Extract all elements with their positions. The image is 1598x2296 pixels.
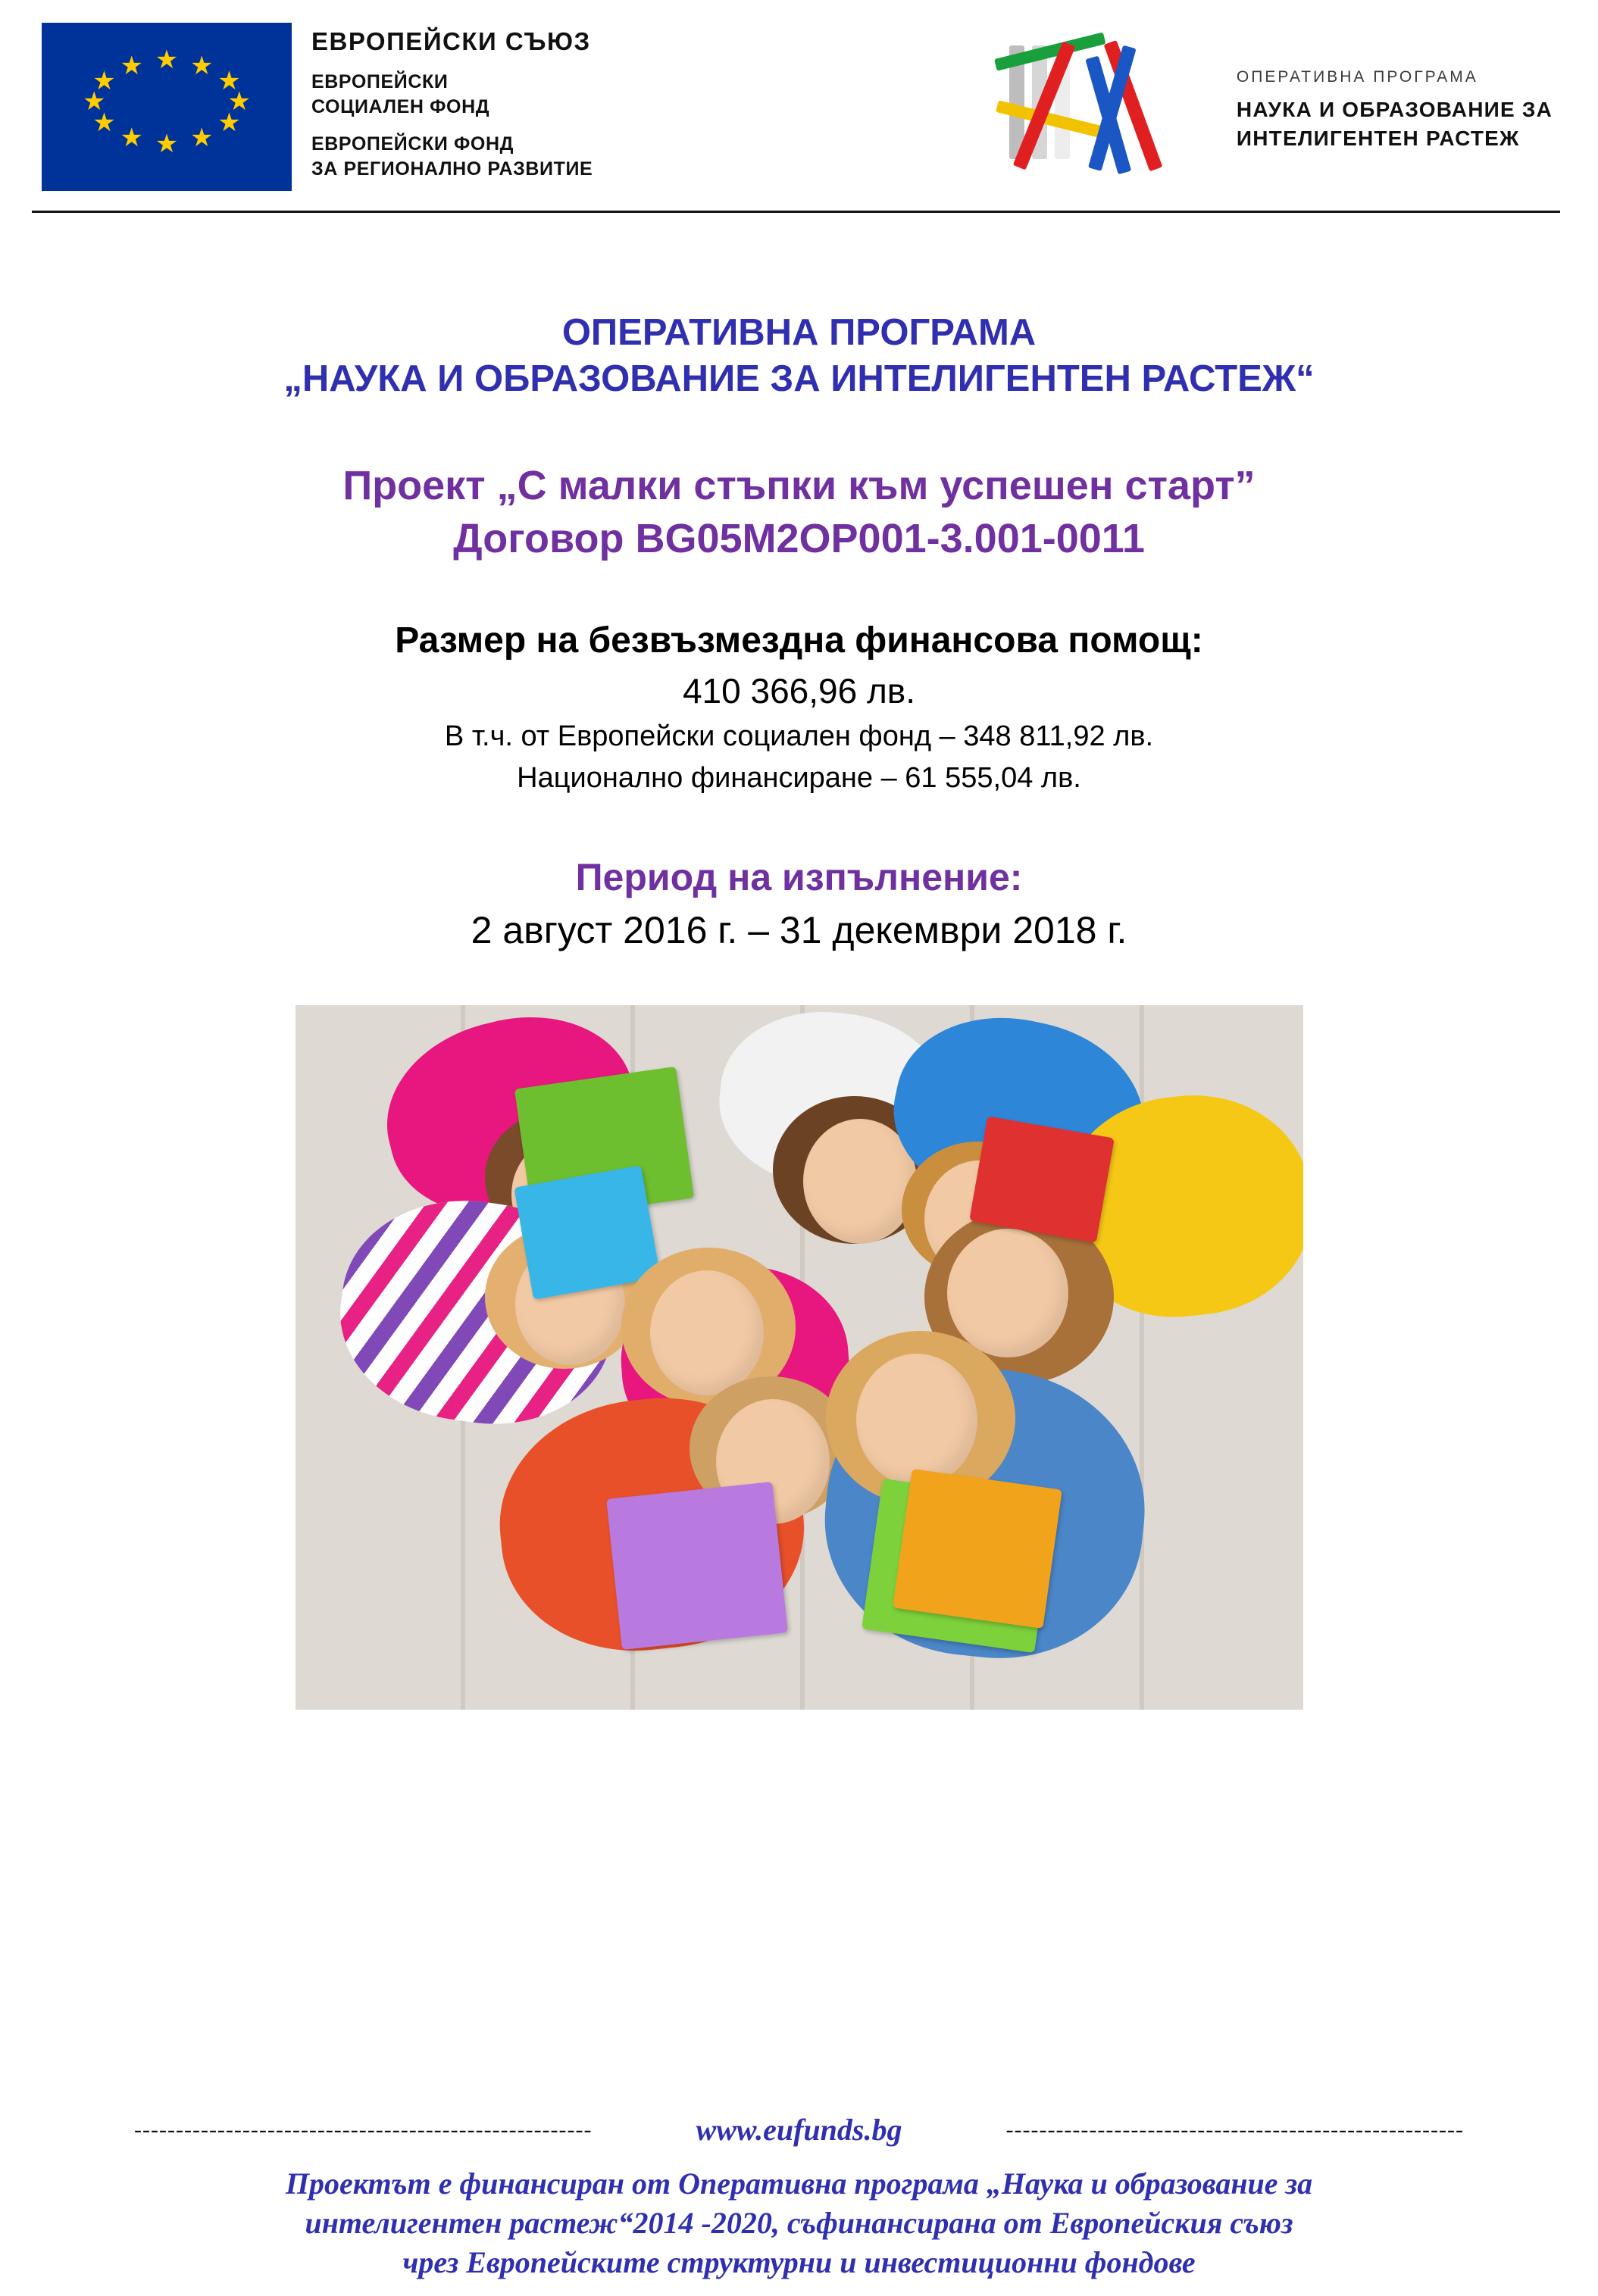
programme-heading (53, 310, 1545, 403)
eu-line-4: ЗА РЕГИОНАЛНО РАЗВИТИЕ (311, 158, 593, 180)
book-purple (606, 1482, 788, 1650)
eu-line-2: СОЦИАЛЕН ФОНД (311, 96, 490, 117)
period-value: 2 август 2016 г. – 31 декември 2018 г. (471, 908, 1127, 951)
funding-statement-line-2: интелигентен растеж“2014 -2020, съфинансирана от Европейския съюз (305, 2206, 1293, 2240)
eu-line-1: ЕВРОПЕЙСКИ (311, 71, 449, 92)
eu-emblem-text (311, 23, 593, 182)
european-union-flag-icon: ★ ★ ★ ★ ★ ★ ★ ★ ★ ★ ★ ★ (42, 23, 292, 191)
operational-programme-block (990, 23, 1553, 180)
contract-number: Договор BG05M2OP001-3.001-0011 (453, 515, 1145, 561)
website-line (38, 2112, 1560, 2148)
funding-statement-line-3: чрез Европейските структурни и инвестиционни фондове (402, 2245, 1196, 2279)
op-logo-small-line: ОПЕРАТИВНА ПРОГРАМА (1236, 67, 1478, 86)
document-body (0, 310, 1598, 1710)
programme-heading-line-1: ОПЕРАТИВНА ПРОГРАМА (561, 312, 1037, 353)
header-divider (32, 211, 1560, 213)
op-logo-big-line-1: НАУКА И ОБРАЗОВАНИЕ ЗА (1236, 98, 1553, 122)
op-logo-big-line-2: ИНТЕЛИГЕНТЕН РАСТЕЖ (1236, 126, 1520, 150)
grant-esf-share: В т.ч. от Европейски социален фонд – 348 811,92 лв. (444, 720, 1154, 752)
operational-programme-logo-icon (990, 39, 1217, 180)
book-red (969, 1116, 1115, 1242)
child-head-yellow (947, 1229, 1068, 1357)
operational-programme-logo-text (1237, 67, 1553, 152)
programme-heading-line-2: „НАУКА И ОБРАЗОВАНИЕ ЗА ИНТЕЛИГЕНТЕН РАСТЕЖ“ (283, 358, 1315, 400)
eufunds-link[interactable]: www.eufunds.bg (696, 2113, 902, 2147)
eu-emblem-block (42, 23, 593, 191)
children-photo (296, 1005, 1303, 1710)
project-name: Проект „С малки стъпки към успешен старт” (342, 462, 1256, 508)
grant-amount: 410 366,96 лв. (682, 670, 916, 711)
eu-line-3: ЕВРОПЕЙСКИ ФОНД (311, 133, 514, 155)
funding-statement (38, 2164, 1560, 2282)
eu-title: ЕВРОПЕЙСКИ СЪЮЗ (311, 27, 591, 55)
grant-national-share: Национално финансиране – 61 555,04 лв. (517, 761, 1081, 794)
period-label: Период на изпълнение: (575, 855, 1023, 898)
document-header (0, 0, 1598, 205)
book-orange (893, 1469, 1062, 1629)
grant-label: Размер на безвъзмездна финансова помощ: (395, 620, 1203, 661)
footer-dashes-right: ------------------------------------------------------- (1005, 2116, 1464, 2142)
child-head-denim (856, 1354, 977, 1486)
project-heading (53, 459, 1545, 565)
funding-statement-line-1: Проектът е финансиран от Оперативна програма „Наука и образование за (285, 2166, 1313, 2201)
footer-dashes-left: ------------------------------------------------------- (134, 2116, 593, 2142)
document-footer (0, 2112, 1598, 2282)
child-head-center (650, 1270, 764, 1395)
